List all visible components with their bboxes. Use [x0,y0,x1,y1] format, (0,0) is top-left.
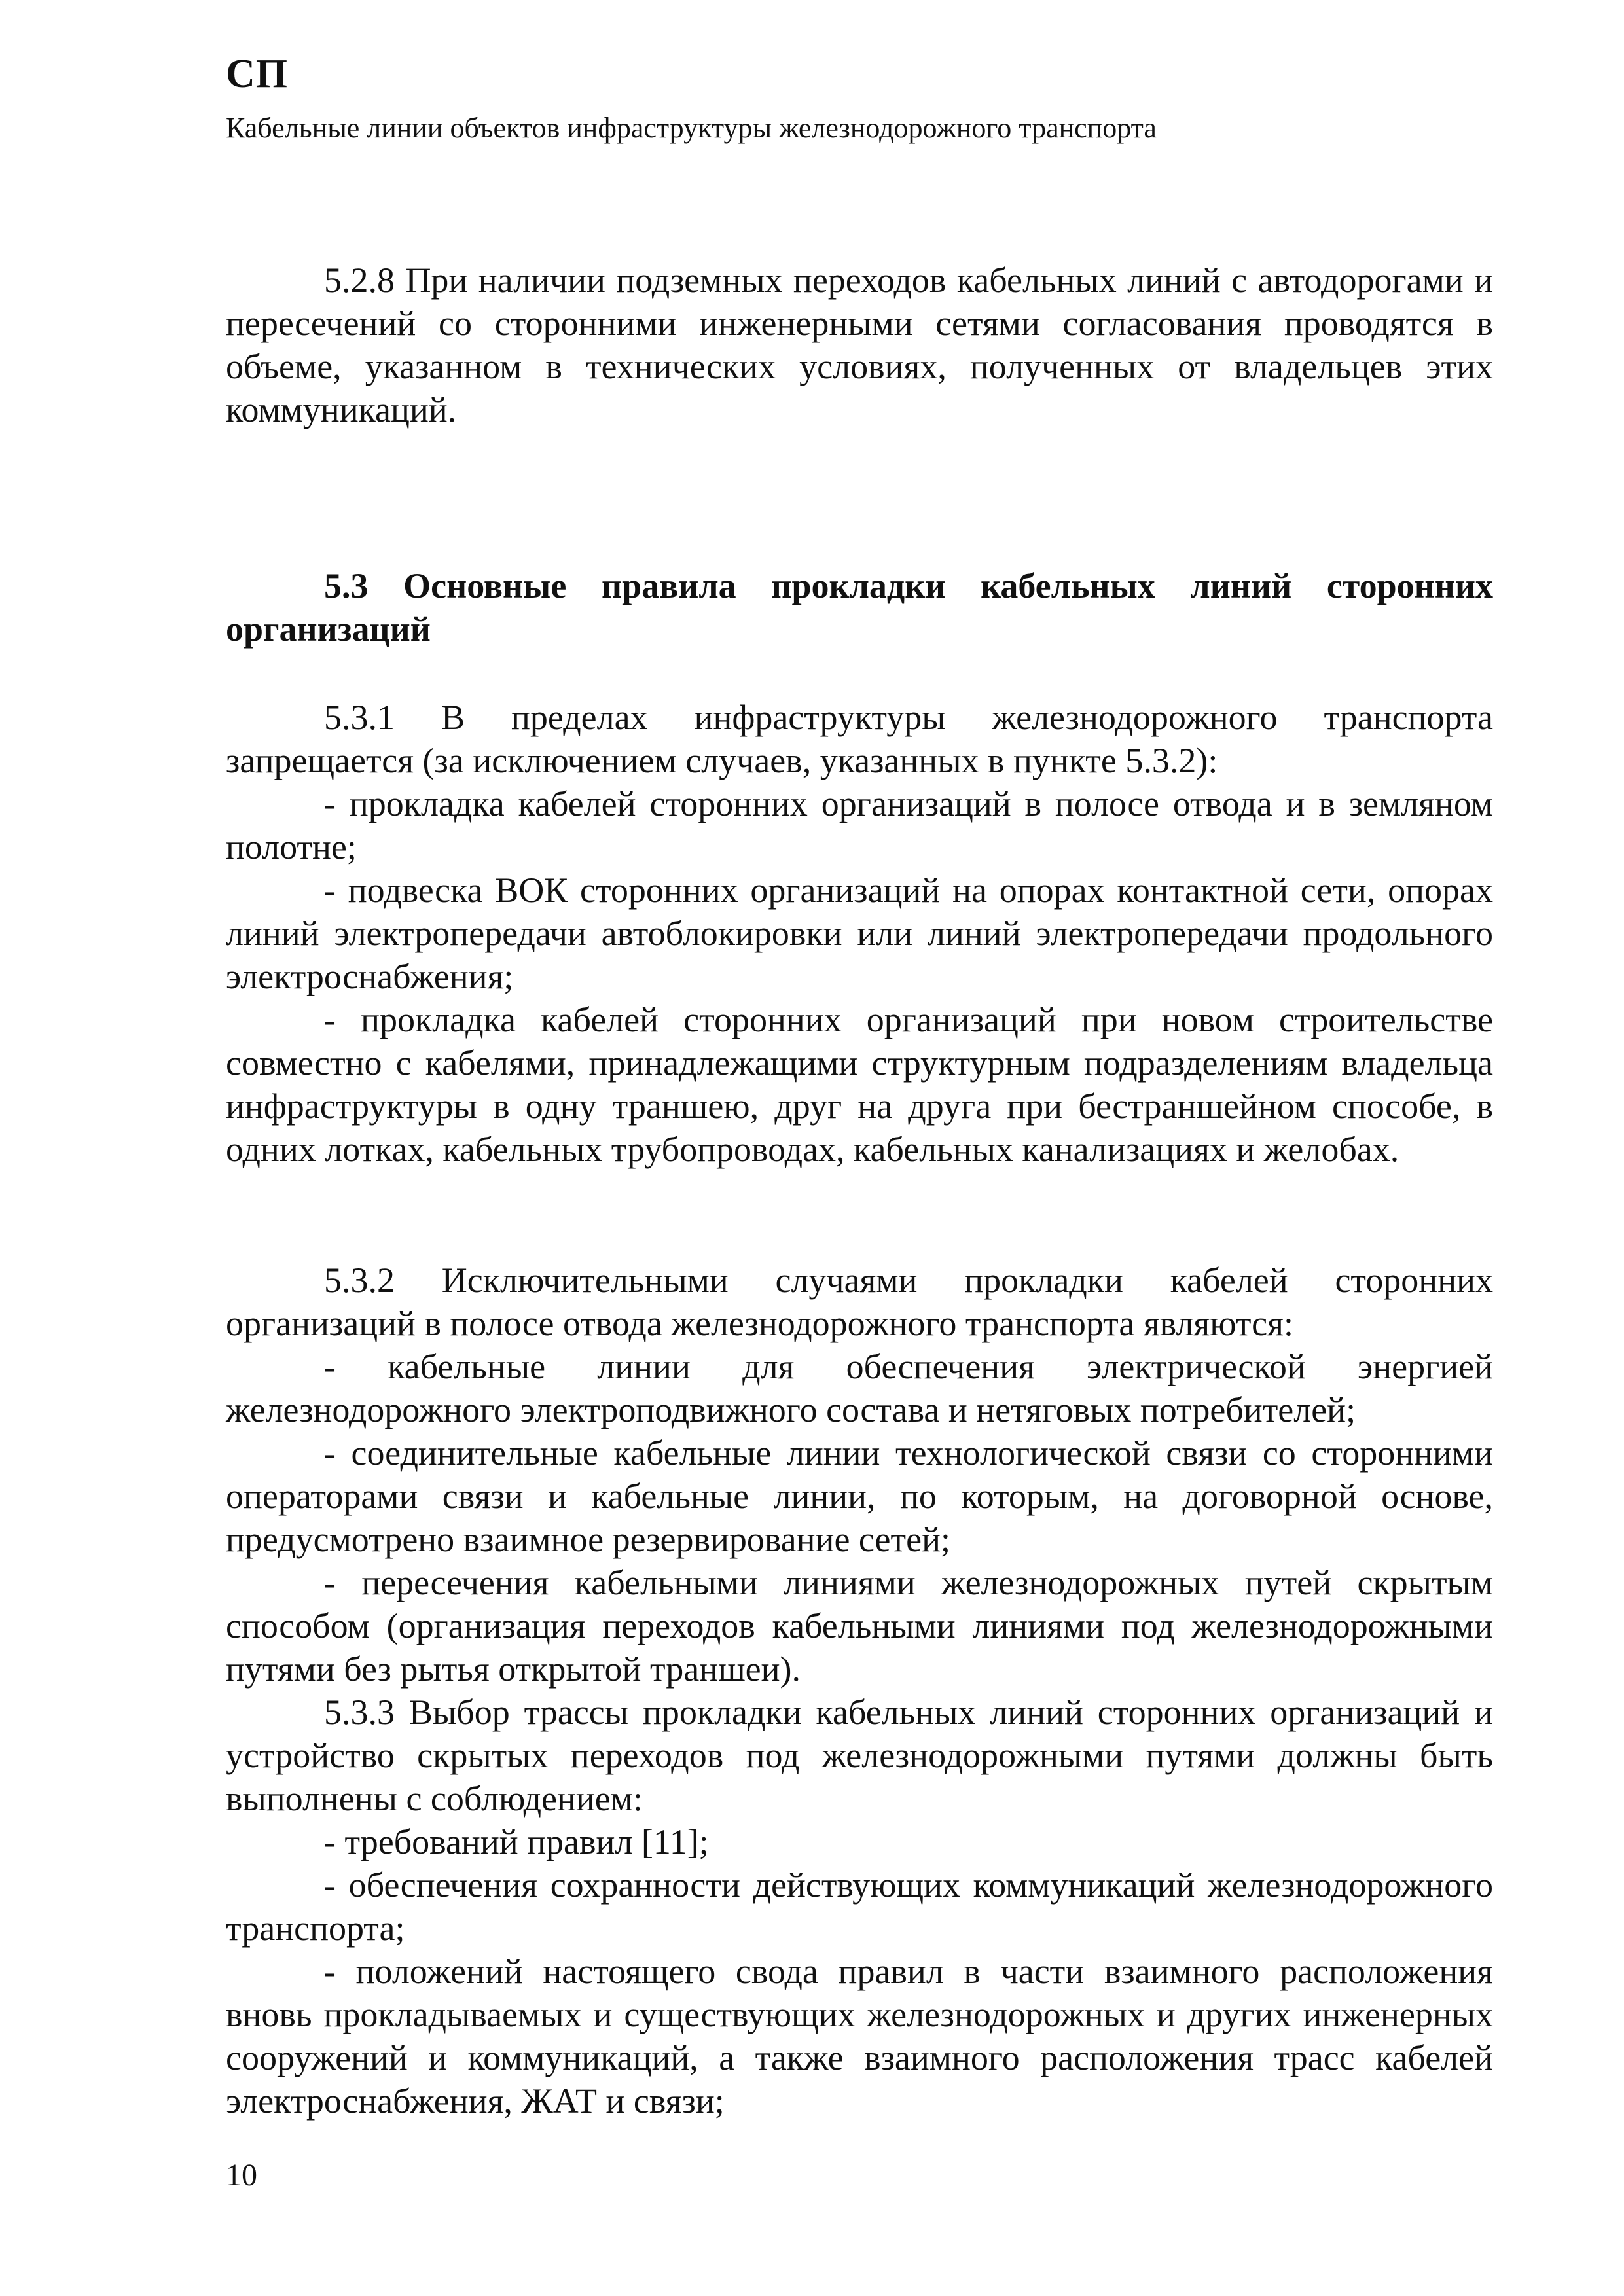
list-item-5-3-2-b: - соединительные кабельные линии технологической связи со сторонними операторами связи и кабельные линии, по которым, на договорной основе, предусмотрено взаимное резервирование сетей; [226,1433,1493,1559]
section-5-3-2 [226,1259,1493,2123]
list-item-5-3-3-a: - требований правил [11]; [324,1822,709,1861]
section-5-3-heading [226,564,1493,651]
paragraph-5-3-2: 5.3.2 Исключительными случаями прокладки кабелей сторонних организаций в полосе отвода железнодорожного транспорта являются: [226,1261,1493,1343]
list-item-5-3-1-b: - подвеска ВОК сторонних организаций на опорах контактной сети, опорах линий электропередачи автоблокировки или линий электропередачи продольного электроснабжения; [226,870,1493,996]
list-item-5-3-2-c: - пересечения кабельными линиями железнодорожных путей скрытым способом (организация переходов кабельными линиями под железнодорожными путями без рытья открытой траншеи). [226,1563,1493,1689]
list-item-5-3-3-c: - положений настоящего свода правил в части взаимного расположения вновь прокладываемых и существующих железнодорожных и других инженерных сооружений и коммуникаций, а также взаимного расположения трасс кабелей электроснабжения, ЖАТ и связи; [226,1952,1493,2121]
paragraph-5-3-1: 5.3.1 В пределах инфраструктуры железнодорожного транспорта запрещается (за исключением случаев, указанных в пункте 5.3.2): [226,698,1493,780]
list-item-5-3-2-a: - кабельные линии для обеспечения электрической энергией железнодорожного электроподвижного состава и нетяговых потребителей; [226,1347,1493,1429]
paragraph-5-2-8: 5.2.8 При наличии подземных переходов кабельных линий с автодорогами и пересечений со сторонними инженерными сетями согласования проводятся в объеме, указанном в технических условиях, полученных от владельцев этих коммуникаций. [226,260,1493,429]
paragraph-5-3-3: 5.3.3 Выбор трассы прокладки кабельных линий сторонних организаций и устройство скрытых переходов под железнодорожными путями должны быть выполнены с соблюдением: [226,1693,1493,1818]
section-5-2-8 [226,259,1493,431]
list-item-5-3-1-a: - прокладка кабелей сторонних организаций в полосе отвода и в земляном полотне; [226,784,1493,867]
list-item-5-3-1-c: - прокладка кабелей сторонних организаций при новом строительстве совместно с кабелями, принадлежащими структурным подразделениям владельца инфраструктуры в одну траншею, друг на друга при бестраншейном способе, в одних лотках, кабельных трубопроводах, кабельных канализациях и желобах. [226,1000,1493,1169]
document-code: СП [226,52,288,96]
section-5-3-1 [226,696,1493,1171]
document-title: Кабельные линии объектов инфраструктуры железнодорожного транспорта [226,112,1157,144]
list-item-5-3-3-b: - обеспечения сохранности действующих коммуникаций железнодорожного транспорта; [226,1865,1493,1948]
page-number: 10 [226,2158,257,2193]
section-heading-5-3: 5.3 Основные правила прокладки кабельных линий сторонних организаций [226,566,1493,649]
